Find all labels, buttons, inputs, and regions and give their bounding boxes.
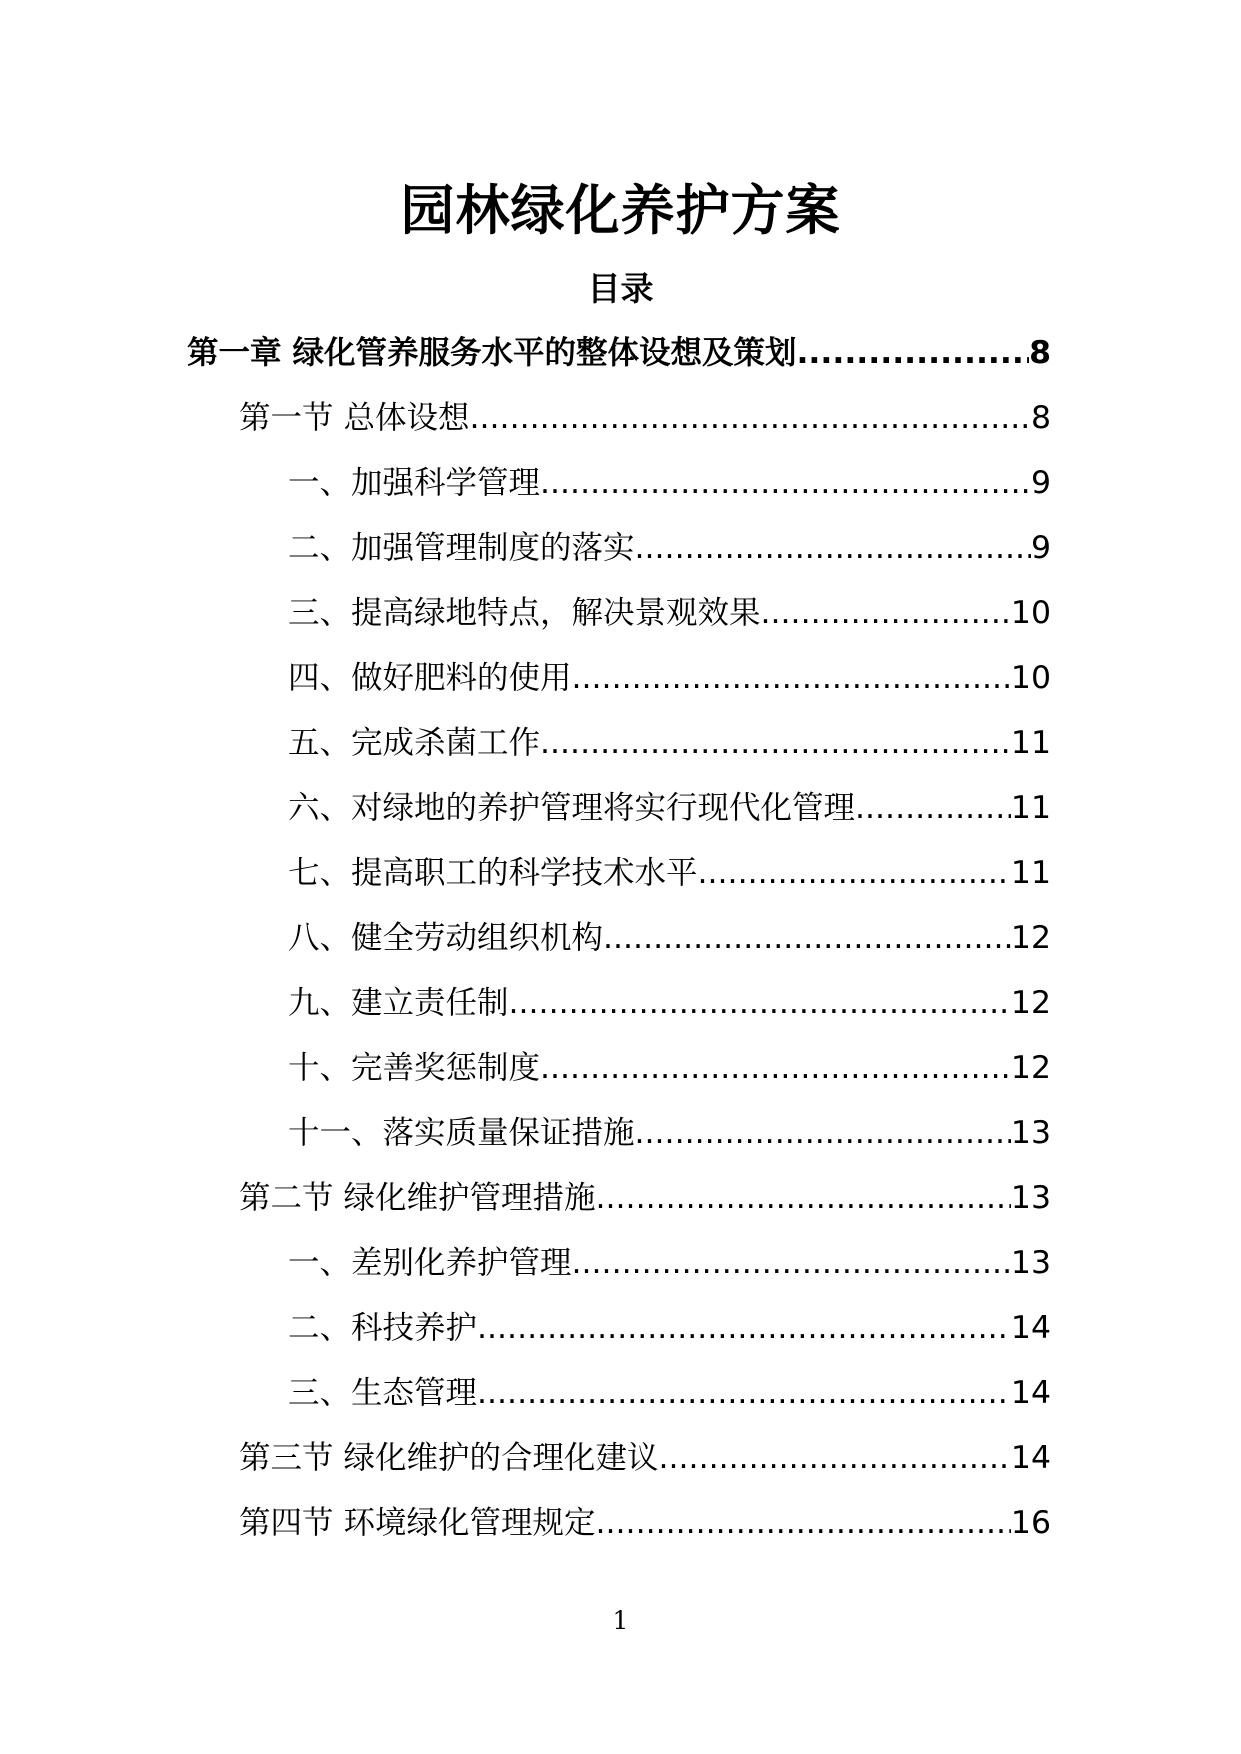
toc-entry[interactable] xyxy=(0,1368,1241,1433)
toc-entry-page: 8 xyxy=(1029,335,1051,371)
toc-entry[interactable] xyxy=(0,913,1241,978)
toc-entry-page: 14 xyxy=(1010,1310,1051,1346)
toc-entry[interactable] xyxy=(0,978,1241,1043)
toc-entry-page: 16 xyxy=(1010,1505,1051,1541)
toc-entry-page: 13 xyxy=(1010,1180,1051,1216)
toc-entry[interactable] xyxy=(0,718,1241,783)
toc-dot-leader xyxy=(698,848,1011,898)
toc-dot-leader xyxy=(572,653,1011,703)
toc-dot-leader xyxy=(509,978,1011,1028)
toc-dot-leader xyxy=(470,393,1031,443)
toc-entry-page: 9 xyxy=(1030,465,1051,501)
toc-entry-page: 11 xyxy=(1010,790,1051,826)
toc-entry[interactable] xyxy=(0,523,1241,588)
toc-dot-leader xyxy=(540,718,1011,768)
toc-entry[interactable] xyxy=(0,393,1241,458)
toc-entry[interactable] xyxy=(0,1238,1241,1303)
toc-entry[interactable] xyxy=(0,783,1241,848)
toc-heading: 目录 xyxy=(587,269,654,308)
toc-entry-page: 9 xyxy=(1030,530,1051,566)
toc-dot-leader xyxy=(596,1173,1011,1223)
toc-entry[interactable] xyxy=(0,848,1241,913)
toc-entry[interactable] xyxy=(0,1108,1241,1173)
toc-entry-page: 11 xyxy=(1010,725,1051,761)
toc-entry-page: 12 xyxy=(1010,1050,1051,1086)
toc-entry[interactable] xyxy=(0,1043,1241,1108)
toc-dot-leader xyxy=(596,1498,1011,1548)
toc-entry[interactable] xyxy=(0,1498,1241,1563)
toc-entry[interactable] xyxy=(0,588,1241,653)
toc-entry[interactable] xyxy=(0,1303,1241,1368)
toc-dot-leader xyxy=(761,588,1011,638)
toc-entry-text: 二、加强管理制度的落实 xyxy=(288,530,635,566)
toc-entry[interactable] xyxy=(0,458,1241,523)
toc-dot-leader xyxy=(540,458,1031,508)
toc-entry[interactable] xyxy=(0,653,1241,718)
toc-entry-page: 12 xyxy=(1010,985,1051,1021)
toc-entry[interactable] xyxy=(0,1433,1241,1498)
toc-entry[interactable] xyxy=(0,1173,1241,1238)
toc-entry-text: 第一章 绿化管养服务水平的整体设想及策划 xyxy=(187,335,797,371)
table-of-contents xyxy=(0,328,1241,1563)
toc-dot-leader xyxy=(659,1433,1011,1483)
toc-entry-text: 三、提高绿地特点，解决景观效果 xyxy=(288,595,761,631)
toc-dot-leader xyxy=(603,913,1011,963)
toc-entry-page: 14 xyxy=(1010,1375,1051,1411)
toc-entry-text: 七、提高职工的科学技术水平 xyxy=(288,855,698,891)
toc-entry-text: 第二节 绿化维护管理措施 xyxy=(239,1180,596,1216)
toc-entry-text: 九、建立责任制 xyxy=(288,985,509,1021)
toc-entry-text: 二、科技养护 xyxy=(288,1310,478,1346)
toc-entry-text: 十一、落实质量保证措施 xyxy=(288,1115,635,1151)
toc-dot-leader xyxy=(796,328,1029,378)
toc-entry-text: 第一节 总体设想 xyxy=(239,400,470,436)
toc-entry-page: 12 xyxy=(1010,920,1051,956)
toc-entry-page: 8 xyxy=(1030,400,1051,436)
toc-dot-leader xyxy=(855,783,1011,833)
toc-entry-page: 14 xyxy=(1010,1440,1051,1476)
toc-entry-text: 第四节 环境绿化管理规定 xyxy=(239,1505,596,1541)
toc-entry-text: 五、完成杀菌工作 xyxy=(288,725,541,761)
toc-entry-text: 四、做好肥料的使用 xyxy=(288,660,572,696)
page-number: 1 xyxy=(612,1606,629,1635)
toc-entry-page: 13 xyxy=(1010,1245,1051,1281)
toc-entry-text: 十、完善奖惩制度 xyxy=(288,1050,541,1086)
toc-entry-page: 10 xyxy=(1010,595,1051,631)
toc-dot-leader xyxy=(477,1303,1011,1353)
toc-entry-text: 六、对绿地的养护管理将实行现代化管理 xyxy=(288,790,856,826)
toc-dot-leader xyxy=(635,1108,1011,1158)
toc-dot-leader xyxy=(572,1238,1011,1288)
document-title: 园林绿化养护方案 xyxy=(400,179,841,242)
toc-entry-text: 一、加强科学管理 xyxy=(288,465,541,501)
toc-entry-text: 八、健全劳动组织机构 xyxy=(288,920,604,956)
toc-entry-text: 三、生态管理 xyxy=(288,1375,478,1411)
toc-entry-text: 第三节 绿化维护的合理化建议 xyxy=(239,1440,659,1476)
toc-entry[interactable] xyxy=(0,328,1241,393)
toc-entry-page: 13 xyxy=(1010,1115,1051,1151)
toc-dot-leader xyxy=(635,523,1031,573)
toc-entry-page: 10 xyxy=(1010,660,1051,696)
toc-dot-leader xyxy=(477,1368,1011,1418)
toc-entry-page: 11 xyxy=(1010,855,1051,891)
toc-dot-leader xyxy=(540,1043,1011,1093)
toc-entry-text: 一、差别化养护管理 xyxy=(288,1245,572,1281)
